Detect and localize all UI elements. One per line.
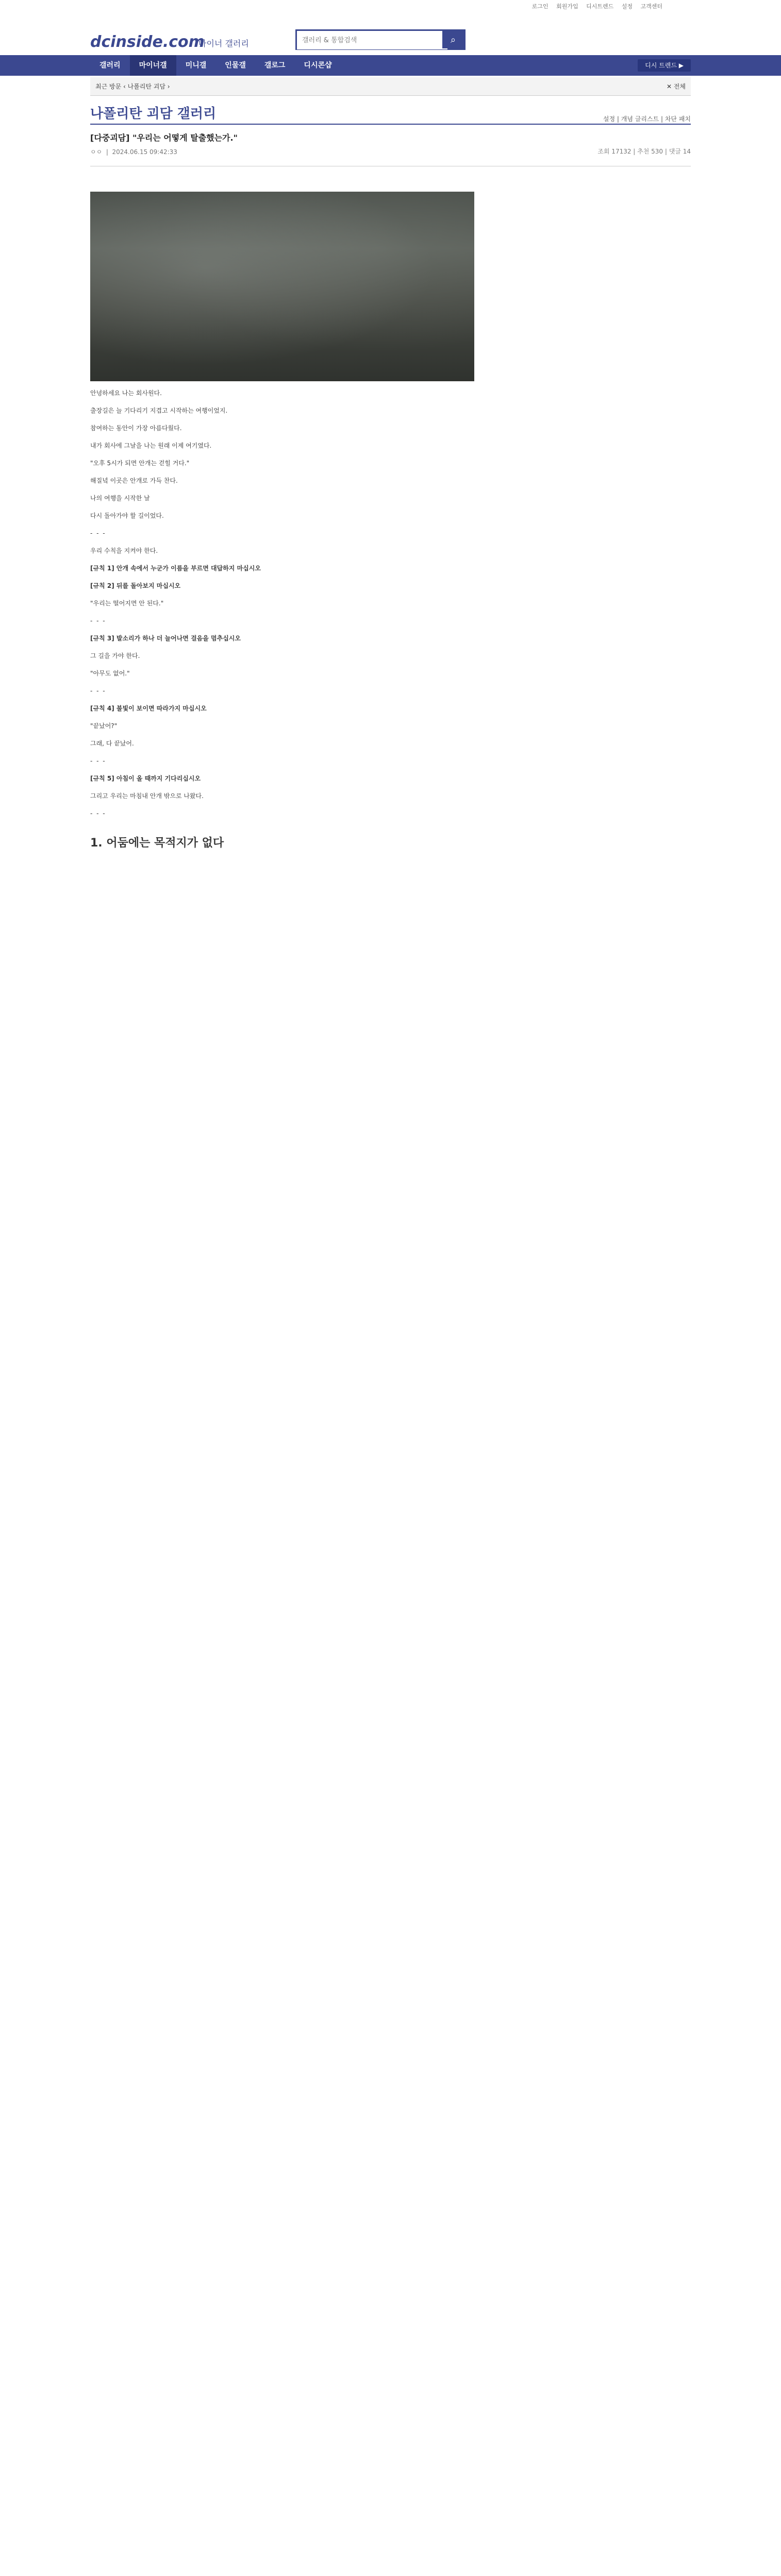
post-paragraph: 참여하는 동안이 가장 아름다웠다. [90, 425, 182, 432]
post-paragraph: 그리고 우리는 마침내 안개 밖으로 나왔다. [90, 792, 204, 800]
post-paragraph: 출장길은 늘 기다리기 지겹고 시작하는 여행이었지. [90, 407, 228, 414]
site-logo[interactable]: dcinside.com [90, 33, 205, 51]
nav-item-gallery[interactable]: 갤러리 [99, 61, 121, 70]
main-nav-items [90, 55, 341, 76]
top-link-login[interactable]: 로그인 [531, 3, 549, 10]
nav-item-mini-gallery[interactable]: 미니갤 [185, 61, 207, 70]
post-paragraph: [규칙 5] 아침이 올 때까지 기다리십시오 [90, 775, 201, 782]
trend-button[interactable]: 디시 트렌드 ▶ [638, 59, 691, 72]
gallery-title-underline [90, 124, 691, 125]
post-paragraph: 안녕하세요 나는 회사원다. [90, 389, 162, 397]
post-paragraph: [규칙 1] 안개 속에서 누군가 이름을 부르면 대답하지 마십시오 [90, 565, 261, 572]
post-stats: 조회 17132 | 추천 530 | 댓글 14 [597, 148, 691, 155]
post-paragraph: "우리는 떨어지면 안 된다." [90, 600, 164, 607]
post-paragraph: 다시 돌아가야 할 길이었다. [90, 512, 164, 519]
top-link-help[interactable]: 고객센터 [640, 3, 662, 10]
search-button[interactable] [442, 31, 464, 48]
post-paragraph: - - - [90, 757, 106, 765]
post-meta: ㅇㅇ | 2024.06.15 09:42:33 조회 17132 | 추천 530 | 댓글 14 [90, 148, 691, 156]
post-title: [다중괴담] "우리는 어떻게 탈출했는가." [90, 133, 238, 143]
post-paragraph: 우리 수칙을 지켜야 한다. [90, 547, 158, 554]
post-date: 2024.06.15 09:42:33 [112, 148, 177, 156]
recent-visit-bar [90, 77, 691, 96]
gallery-tools[interactable]: 설정 | 개념 글리스트 | 차단 패치 [603, 115, 691, 123]
post-header [90, 131, 691, 156]
search-icon: ⌕ [450, 34, 456, 45]
recent-visit-label[interactable]: 최근 방문 ‹ 나폴리탄 괴담 › [95, 83, 170, 90]
search-box [295, 29, 466, 50]
site-header [0, 11, 781, 55]
top-link-signup[interactable]: 회원가입 [556, 3, 578, 10]
nav-item-gallog[interactable]: 갤로그 [264, 61, 286, 70]
post-paragraph: [규칙 2] 뒤를 돌아보지 마십시오 [90, 582, 181, 589]
top-link-trend[interactable]: 디시트렌드 [586, 3, 614, 10]
search-input[interactable] [297, 31, 447, 49]
post-paragraph: "끝났어?" [90, 722, 118, 730]
nav-item-minor-gallery[interactable]: 마이너갤 [130, 55, 176, 76]
post-author[interactable]: ㅇㅇ [90, 148, 103, 156]
post-paragraph: - - - [90, 530, 106, 537]
post-paragraph: [규칙 4] 불빛이 보이면 따라가지 마십시오 [90, 705, 207, 712]
post-paragraph: 그래, 다 끝났어. [90, 740, 134, 747]
top-link-settings[interactable]: 설정 [621, 3, 633, 10]
post-paragraph: 그 길을 가야 한다. [90, 652, 140, 659]
nav-item-dccon-shop[interactable]: 디시콘샵 [304, 61, 332, 70]
photo-fog-layer [90, 192, 474, 381]
post-paragraph: 내가 회사에 그날을 나는 원래 이제 여기였다. [90, 442, 212, 449]
post-paragraph: - - - [90, 687, 106, 694]
recent-visit-controls[interactable]: ✕ 전체 [666, 83, 686, 90]
post-photo [90, 192, 474, 381]
post-paragraph: [규칙 3] 발소리가 하나 더 늘어나면 걸음을 멈추십시오 [90, 635, 241, 642]
post-paragraph: 해질녘 이곳은 안개로 가득 찬다. [90, 477, 178, 484]
post-paragraph: 나의 여행을 시작한 날 [90, 495, 150, 502]
post-paragraph: - - - [90, 810, 106, 817]
logo-subtitle[interactable]: 마이너 갤러리 [198, 39, 249, 48]
top-utility-bar [0, 0, 781, 11]
nav-item-person-gallery[interactable]: 인물갤 [225, 61, 246, 70]
post-paragraph: 1. 어둠에는 목적지가 없다 [90, 837, 224, 850]
post-paragraph: "아무도 없어." [90, 670, 130, 677]
post-paragraph: - - - [90, 617, 106, 624]
post-paragraph: "오후 5시가 되면 안개는 걷힐 거다." [90, 460, 190, 467]
top-links [526, 2, 662, 10]
gallery-title[interactable]: 나폴리탄 괴담 갤러리 [90, 106, 217, 122]
post-body [90, 389, 691, 856]
main-nav [0, 55, 781, 76]
